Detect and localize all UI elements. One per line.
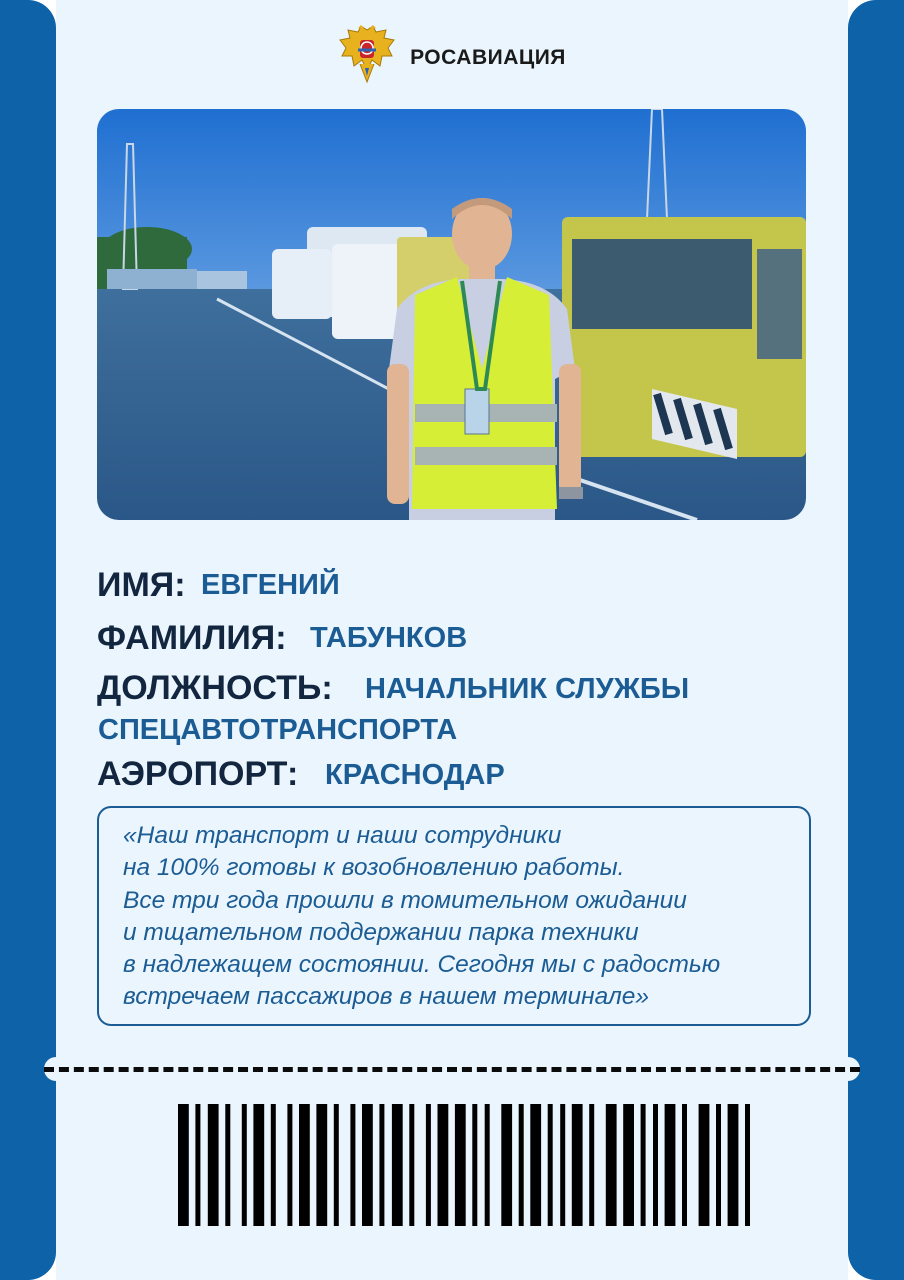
barcode-bar [455,1104,466,1226]
barcode-bar [426,1104,431,1226]
barcode-bar [728,1104,739,1226]
barcode-bar [560,1104,565,1226]
position-value-line1: НАЧАЛЬНИК СЛУЖБЫ [365,673,690,705]
brand-title: РОСАВИАЦИЯ [410,45,566,69]
surname-label: ФАМИЛИЯ: [97,619,287,657]
perforation-line [44,1067,860,1072]
barcode-bar [653,1104,658,1226]
barcode-bar [242,1104,247,1226]
right-ticket-edge [848,0,904,1280]
name-value: ЕВГЕНИЙ [201,569,340,601]
barcode-bar [472,1104,477,1226]
barcode-bar [485,1104,490,1226]
barcode-bar [716,1104,721,1226]
barcode-bar [572,1104,583,1226]
barcode-bar [334,1104,339,1226]
barcode-bar [316,1104,327,1226]
surname-value: ТАБУНКОВ [310,622,468,654]
ticket-header [0,24,904,91]
airport-label: АЭРОПОРТ: [97,755,299,793]
barcode-bar [438,1104,449,1226]
barcode-bar [745,1104,750,1226]
airport-value: КРАСНОДАР [325,759,505,791]
quote-line: на 100% готовы к возобновлению работы. [123,854,625,882]
barcode-bar [530,1104,541,1226]
barcode-bar [208,1104,219,1226]
barcode-bar [392,1104,403,1226]
barcode-bar [362,1104,373,1226]
barcode-bar [350,1104,355,1226]
barcode-bar [501,1104,512,1226]
barcode-bar [623,1104,634,1226]
quote-line: в надлежащем состоянии. Сегодня мы с радостью [123,951,721,979]
barcode-bar [299,1104,310,1226]
emblem-icon [338,24,396,91]
barcode-bar [195,1104,200,1226]
barcode-bar [589,1104,594,1226]
barcode-bar [409,1104,414,1226]
barcode [178,1104,750,1226]
left-ticket-edge [0,0,56,1280]
quote-line: встречаем пассажиров в нашем терминале» [123,983,650,1011]
barcode-bar [253,1104,264,1226]
barcode-bar [606,1104,617,1226]
barcode-bar [287,1104,292,1226]
position-value-line2: СПЕЦАВТОТРАНСПОРТА [98,714,458,746]
barcode-bar [519,1104,524,1226]
barcode-bar [682,1104,687,1226]
barcode-bar [548,1104,553,1226]
barcode-bar [178,1104,189,1226]
position-label: ДОЛЖНОСТЬ: [97,669,333,707]
barcode-bar [641,1104,646,1226]
barcode-bar [379,1104,384,1226]
name-label: ИМЯ: [97,566,186,604]
quote-line: «Наш транспорт и наши сотрудники [123,822,562,849]
employee-photo [97,109,806,520]
quote-box [97,806,811,1026]
barcode-bar [665,1104,676,1226]
barcode-bar [699,1104,710,1226]
barcode-bar [225,1104,230,1226]
barcode-bar [271,1104,276,1226]
quote-line: Все три года прошли в томительном ожидании [123,886,687,914]
quote-line: и тщательном поддержании парка техники [123,918,639,946]
